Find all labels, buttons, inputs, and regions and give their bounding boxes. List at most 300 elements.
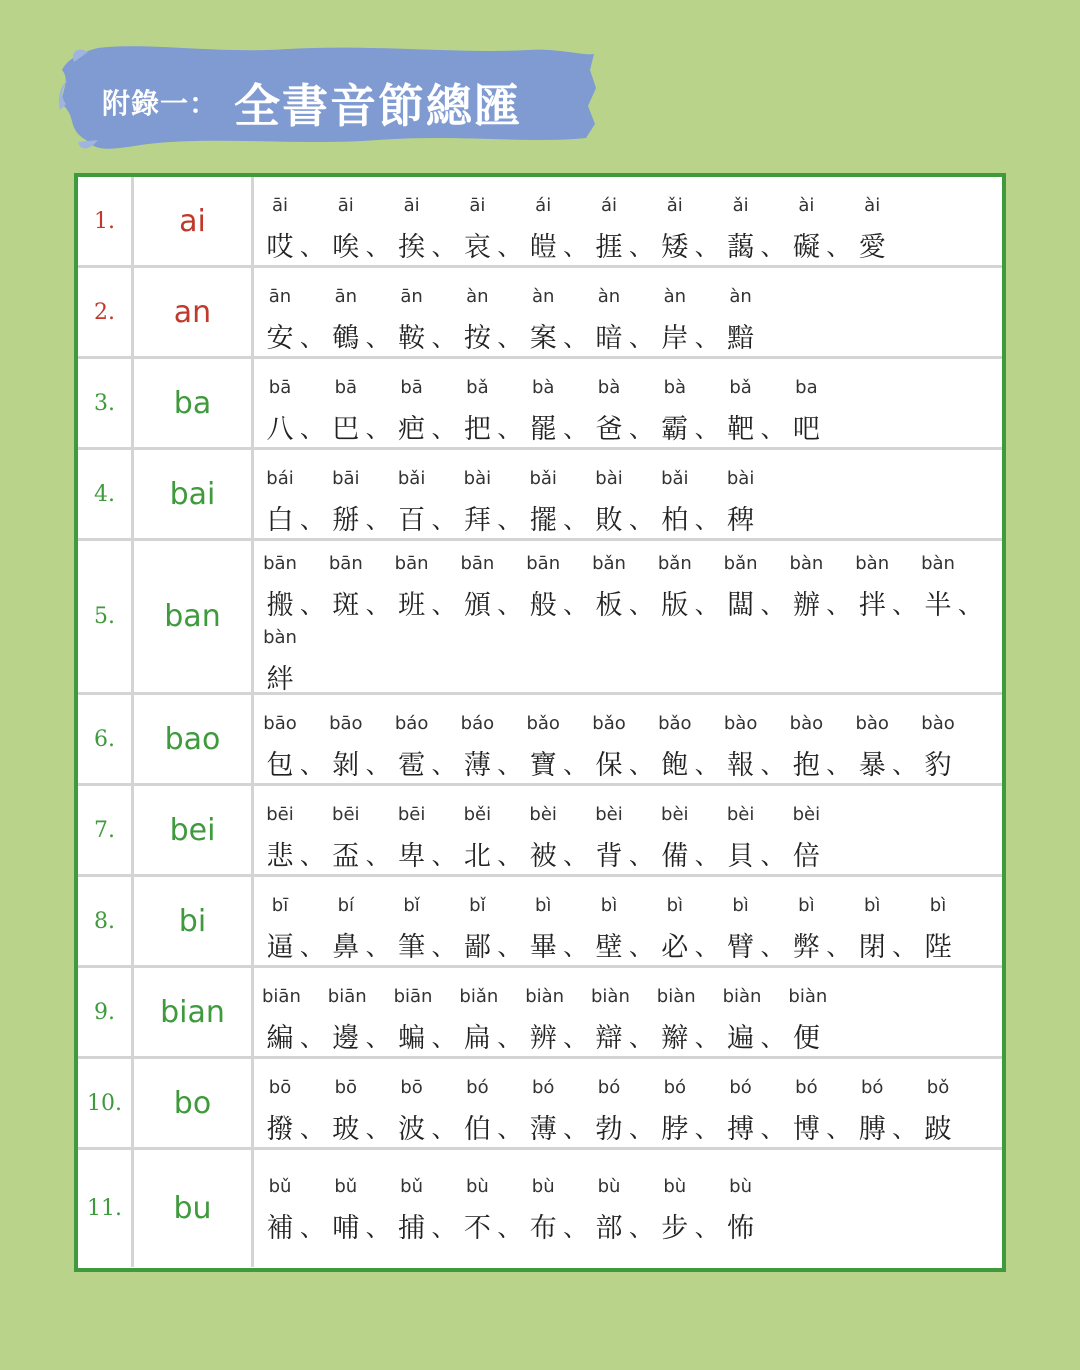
hanzi: 罷 — [529, 414, 557, 445]
pinyin: bǎo — [526, 713, 560, 734]
hanzi: 陛 — [924, 932, 952, 963]
character-item — [591, 804, 657, 878]
character-item — [591, 195, 657, 269]
separator: 、 — [431, 751, 456, 779]
separator: 、 — [694, 233, 719, 261]
character-item — [657, 195, 723, 269]
hanzi: 愛 — [858, 232, 886, 263]
character-item — [525, 286, 591, 360]
hanzi: 礙 — [792, 232, 820, 263]
separator: 、 — [563, 591, 588, 619]
pinyin: àn — [663, 286, 687, 307]
character-item — [723, 377, 789, 451]
hanzi: 搏 — [727, 1114, 755, 1145]
separator: 、 — [365, 415, 390, 443]
hanzi: 案 — [529, 323, 557, 354]
separator: 、 — [563, 233, 588, 261]
character-item — [328, 895, 394, 969]
hanzi: 勃 — [595, 1114, 623, 1145]
separator: 、 — [497, 1115, 522, 1143]
pinyin: bì — [534, 895, 552, 916]
pinyin: bǎn — [592, 553, 626, 574]
character-item — [920, 713, 986, 787]
separator: 、 — [300, 1024, 324, 1052]
hanzi: 鞍 — [398, 323, 426, 354]
hanzi: 臂 — [727, 932, 755, 963]
pinyin: bàn — [921, 553, 955, 574]
character-item — [723, 713, 789, 787]
hanzi: 安 — [266, 323, 294, 354]
hanzi: 鄙 — [463, 932, 491, 963]
character-item — [591, 713, 657, 787]
pinyin: bà — [531, 377, 555, 398]
separator: 、 — [694, 415, 719, 443]
character-item — [459, 895, 525, 969]
character-item — [262, 895, 328, 969]
hanzi: 爸 — [595, 414, 623, 445]
title-prefix: 附錄一： — [102, 87, 219, 120]
table-row — [78, 541, 1002, 695]
character-list — [254, 1150, 1002, 1267]
character-item — [525, 895, 591, 969]
pinyin: bèi — [529, 804, 557, 825]
separator: 、 — [300, 415, 324, 443]
character-list — [254, 450, 1002, 538]
separator: 、 — [892, 933, 917, 961]
hanzi: 北 — [463, 841, 491, 872]
pinyin: bù — [597, 1176, 621, 1197]
separator: 、 — [563, 1115, 588, 1143]
character-item — [262, 286, 328, 360]
hanzi: 備 — [661, 841, 689, 872]
pinyin: biàn — [591, 986, 630, 1007]
pinyin: bái — [266, 468, 294, 489]
character-item — [328, 195, 394, 269]
hanzi: 逼 — [266, 932, 294, 963]
hanzi: 鵪 — [332, 323, 360, 354]
hanzi: 黯 — [727, 323, 755, 354]
character-item — [657, 1176, 723, 1250]
hanzi: 唉 — [332, 232, 360, 263]
pinyin: biàn — [525, 986, 565, 1007]
pinyin: āi — [403, 195, 420, 216]
separator: 、 — [760, 591, 785, 619]
pinyin: bó — [663, 1077, 687, 1098]
separator: 、 — [431, 591, 456, 619]
pinyin: àn — [597, 286, 621, 307]
hanzi: 哀 — [463, 232, 491, 263]
hanzi: 岸 — [661, 323, 689, 354]
hanzi: 包 — [266, 750, 294, 781]
character-item — [328, 1176, 394, 1250]
separator: 、 — [563, 933, 588, 961]
hanzi: 雹 — [398, 750, 426, 781]
table-row — [78, 450, 1002, 541]
hanzi: 頒 — [463, 590, 491, 621]
pinyin: bó — [531, 1077, 555, 1098]
character-item — [525, 713, 591, 787]
pinyin: biàn — [722, 986, 762, 1007]
separator: 、 — [629, 591, 653, 619]
pinyin: bǎ — [466, 377, 489, 398]
table-row — [78, 786, 1002, 877]
separator: 、 — [431, 842, 456, 870]
hanzi: 疤 — [398, 414, 426, 445]
separator: 、 — [431, 415, 456, 443]
separator: 、 — [300, 233, 324, 261]
character-item — [328, 713, 394, 787]
separator: 、 — [760, 933, 785, 961]
character-item — [854, 895, 920, 969]
character-item — [262, 627, 328, 701]
character-item — [262, 986, 328, 1060]
character-item — [328, 468, 394, 542]
hanzi: 擺 — [529, 505, 557, 536]
separator: 、 — [300, 506, 324, 534]
row-number: 10. — [78, 1059, 134, 1147]
syllable-label: bo — [134, 1059, 254, 1147]
pinyin: biǎn — [459, 986, 499, 1007]
pinyin: bào — [921, 713, 955, 734]
separator: 、 — [431, 233, 456, 261]
row-number: 8. — [78, 877, 134, 965]
character-item — [723, 195, 789, 269]
pinyin: biān — [393, 986, 433, 1007]
hanzi: 捱 — [595, 232, 623, 263]
hanzi: 鼻 — [332, 932, 360, 963]
character-item — [394, 1176, 460, 1250]
character-item — [262, 1176, 328, 1250]
separator: 、 — [892, 591, 917, 619]
pinyin: bēi — [397, 804, 426, 825]
pinyin: běi — [463, 804, 492, 825]
character-item — [394, 468, 460, 542]
separator: 、 — [826, 933, 851, 961]
pinyin: bàn — [263, 627, 297, 648]
separator: 、 — [694, 591, 719, 619]
separator: 、 — [892, 1115, 917, 1143]
separator: 、 — [431, 1214, 456, 1242]
separator: 、 — [760, 233, 785, 261]
pinyin: ài — [798, 195, 815, 216]
hanzi: 辨 — [529, 1023, 557, 1054]
hanzi: 班 — [398, 590, 426, 621]
separator: 、 — [300, 591, 324, 619]
pinyin: bā — [334, 377, 358, 398]
separator: 、 — [892, 751, 917, 779]
pinyin: bí — [337, 895, 355, 916]
character-item — [591, 286, 657, 360]
character-item — [854, 713, 920, 787]
pinyin: bī — [271, 895, 289, 916]
pinyin: āi — [469, 195, 486, 216]
character-item — [723, 895, 789, 969]
character-item — [394, 286, 460, 360]
character-item — [459, 986, 525, 1060]
pinyin: bǎ — [729, 377, 752, 398]
separator: 、 — [826, 751, 851, 779]
table-row — [78, 359, 1002, 450]
character-list — [254, 177, 1002, 265]
syllable-label: an — [134, 268, 254, 356]
row-number: 4. — [78, 450, 134, 538]
hanzi: 把 — [463, 414, 491, 445]
character-item — [657, 804, 723, 878]
hanzi: 博 — [792, 1114, 820, 1145]
character-item — [920, 553, 986, 627]
pinyin: bài — [726, 468, 755, 489]
table-row — [78, 177, 1002, 268]
separator: 、 — [563, 842, 588, 870]
separator: 、 — [826, 591, 851, 619]
pinyin: ān — [268, 286, 292, 307]
pinyin: bó — [466, 1077, 489, 1098]
row-number: 5. — [78, 541, 134, 692]
character-list — [254, 877, 1002, 965]
pinyin: bān — [460, 553, 495, 574]
pinyin: àn — [729, 286, 752, 307]
separator: 、 — [694, 1115, 719, 1143]
character-item — [657, 895, 723, 969]
separator: 、 — [629, 1024, 653, 1052]
pinyin: bǎo — [592, 713, 626, 734]
separator: 、 — [365, 591, 390, 619]
pinyin: ái — [600, 195, 618, 216]
pinyin: bó — [597, 1077, 621, 1098]
hanzi: 斑 — [332, 590, 360, 621]
character-item — [394, 377, 460, 451]
hanzi: 倍 — [792, 841, 820, 872]
separator: 、 — [300, 933, 324, 961]
character-item — [591, 986, 657, 1060]
separator: 、 — [497, 751, 522, 779]
hanzi: 暴 — [858, 750, 886, 781]
character-item — [788, 804, 854, 878]
character-item — [459, 804, 525, 878]
hanzi: 步 — [661, 1213, 689, 1244]
character-item — [854, 1077, 920, 1151]
separator: 、 — [497, 324, 522, 352]
hanzi: 飽 — [661, 750, 689, 781]
character-item — [394, 713, 460, 787]
character-item — [459, 468, 525, 542]
hanzi: 八 — [266, 414, 294, 445]
separator: 、 — [365, 751, 390, 779]
hanzi: 背 — [595, 841, 623, 872]
hanzi: 補 — [266, 1213, 294, 1244]
pinyin: ān — [400, 286, 423, 307]
page-title: 全書音節總匯 — [234, 79, 522, 133]
table-row — [78, 268, 1002, 359]
hanzi: 般 — [529, 590, 557, 621]
pinyin: bèi — [661, 804, 689, 825]
pinyin: biàn — [788, 986, 828, 1007]
hanzi: 挨 — [398, 232, 426, 263]
separator: 、 — [826, 233, 851, 261]
hanzi: 膊 — [858, 1114, 886, 1145]
hanzi: 拌 — [858, 590, 886, 621]
character-item — [459, 553, 525, 627]
pinyin: biàn — [656, 986, 696, 1007]
hanzi: 稗 — [727, 505, 755, 536]
hanzi: 按 — [463, 323, 491, 354]
hanzi: 霸 — [661, 414, 689, 445]
hanzi: 扁 — [463, 1023, 491, 1054]
row-number: 11. — [78, 1150, 134, 1267]
hanzi: 怖 — [727, 1213, 755, 1244]
character-item — [657, 986, 723, 1060]
syllable-label: ba — [134, 359, 254, 447]
hanzi: 不 — [463, 1213, 491, 1244]
hanzi: 弊 — [792, 932, 820, 963]
pinyin: bì — [600, 895, 618, 916]
separator: 、 — [497, 233, 522, 261]
character-item — [459, 1077, 525, 1151]
pinyin: bān — [328, 553, 363, 574]
separator: 、 — [431, 1115, 456, 1143]
separator: 、 — [431, 324, 456, 352]
hanzi: 報 — [727, 750, 755, 781]
hanzi: 保 — [595, 750, 623, 781]
character-item — [262, 553, 328, 627]
syllable-label: bao — [134, 695, 254, 783]
separator: 、 — [760, 751, 785, 779]
separator: 、 — [629, 751, 653, 779]
character-list — [254, 1059, 1002, 1147]
hanzi: 闆 — [727, 590, 755, 621]
separator: 、 — [694, 1214, 719, 1242]
character-item — [788, 377, 854, 451]
hanzi: 豹 — [924, 750, 952, 781]
separator: 、 — [497, 933, 522, 961]
pinyin: bào — [723, 713, 758, 734]
pinyin: bǔ — [268, 1176, 292, 1197]
character-item — [591, 377, 657, 451]
character-item — [657, 468, 723, 542]
pinyin: bān — [394, 553, 429, 574]
hanzi: 巴 — [332, 414, 360, 445]
pinyin: bān — [526, 553, 561, 574]
character-list — [254, 786, 1002, 874]
hanzi: 白 — [266, 505, 294, 536]
character-item — [394, 986, 460, 1060]
character-item — [788, 713, 854, 787]
hanzi: 辯 — [595, 1023, 623, 1054]
separator: 、 — [958, 591, 982, 619]
pinyin: bó — [860, 1077, 884, 1098]
pinyin: bì — [798, 895, 815, 916]
pinyin: bó — [729, 1077, 752, 1098]
syllable-label: bian — [134, 968, 254, 1056]
pinyin: bà — [597, 377, 621, 398]
hanzi: 絆 — [266, 664, 294, 695]
hanzi: 卑 — [398, 841, 426, 872]
pinyin: ǎi — [732, 195, 749, 216]
character-item — [723, 1077, 789, 1151]
separator: 、 — [365, 1214, 390, 1242]
character-item — [525, 986, 591, 1060]
pinyin: biān — [327, 986, 367, 1007]
separator: 、 — [300, 842, 324, 870]
pinyin: bǒ — [926, 1077, 950, 1098]
character-item — [394, 895, 460, 969]
character-item — [657, 286, 723, 360]
separator: 、 — [365, 933, 390, 961]
hanzi: 哎 — [266, 232, 294, 263]
table-row — [78, 695, 1002, 786]
pinyin: bèi — [726, 804, 755, 825]
row-number: 6. — [78, 695, 134, 783]
character-list — [254, 359, 1002, 447]
pinyin: āi — [271, 195, 289, 216]
character-item — [525, 377, 591, 451]
separator: 、 — [563, 1024, 588, 1052]
pinyin: bó — [795, 1077, 818, 1098]
character-item — [328, 286, 394, 360]
syllable-label: bu — [134, 1150, 254, 1267]
pinyin: báo — [394, 713, 429, 734]
character-item — [328, 804, 394, 878]
separator: 、 — [497, 506, 522, 534]
hanzi: 辮 — [661, 1023, 689, 1054]
separator: 、 — [694, 324, 719, 352]
hanzi: 版 — [661, 590, 689, 621]
pinyin: bù — [531, 1176, 555, 1197]
pinyin: bāo — [263, 713, 297, 734]
hanzi: 哺 — [332, 1213, 360, 1244]
character-list — [254, 968, 1002, 1056]
hanzi: 板 — [595, 590, 623, 621]
hanzi: 蝙 — [398, 1023, 426, 1054]
hanzi: 辦 — [792, 590, 820, 621]
hanzi: 薄 — [529, 1114, 557, 1145]
pinyin: bù — [465, 1176, 489, 1197]
character-item — [854, 195, 920, 269]
table-row — [78, 1059, 1002, 1150]
character-item — [459, 713, 525, 787]
pinyin: bǔ — [400, 1176, 424, 1197]
syllable-table — [74, 173, 1006, 1272]
character-item — [525, 195, 591, 269]
hanzi: 被 — [529, 841, 557, 872]
separator: 、 — [497, 591, 522, 619]
character-item — [328, 1077, 394, 1151]
pinyin: bì — [863, 895, 881, 916]
character-item — [591, 1077, 657, 1151]
pinyin: bǎi — [661, 468, 689, 489]
character-item — [394, 195, 460, 269]
table-row — [78, 1150, 1002, 1267]
character-item — [328, 377, 394, 451]
separator: 、 — [300, 324, 324, 352]
character-item — [788, 195, 854, 269]
separator: 、 — [760, 842, 785, 870]
pinyin: bǔ — [334, 1176, 358, 1197]
character-item — [788, 895, 854, 969]
pinyin: ái — [535, 195, 552, 216]
character-item — [262, 377, 328, 451]
pinyin: bài — [595, 468, 623, 489]
hanzi: 柏 — [661, 505, 689, 536]
separator: 、 — [629, 506, 653, 534]
character-item — [788, 1077, 854, 1151]
pinyin: àn — [466, 286, 489, 307]
hanzi: 布 — [529, 1213, 557, 1244]
separator: 、 — [563, 415, 588, 443]
hanzi: 玻 — [332, 1114, 360, 1145]
character-item — [657, 553, 723, 627]
pinyin: àn — [531, 286, 555, 307]
